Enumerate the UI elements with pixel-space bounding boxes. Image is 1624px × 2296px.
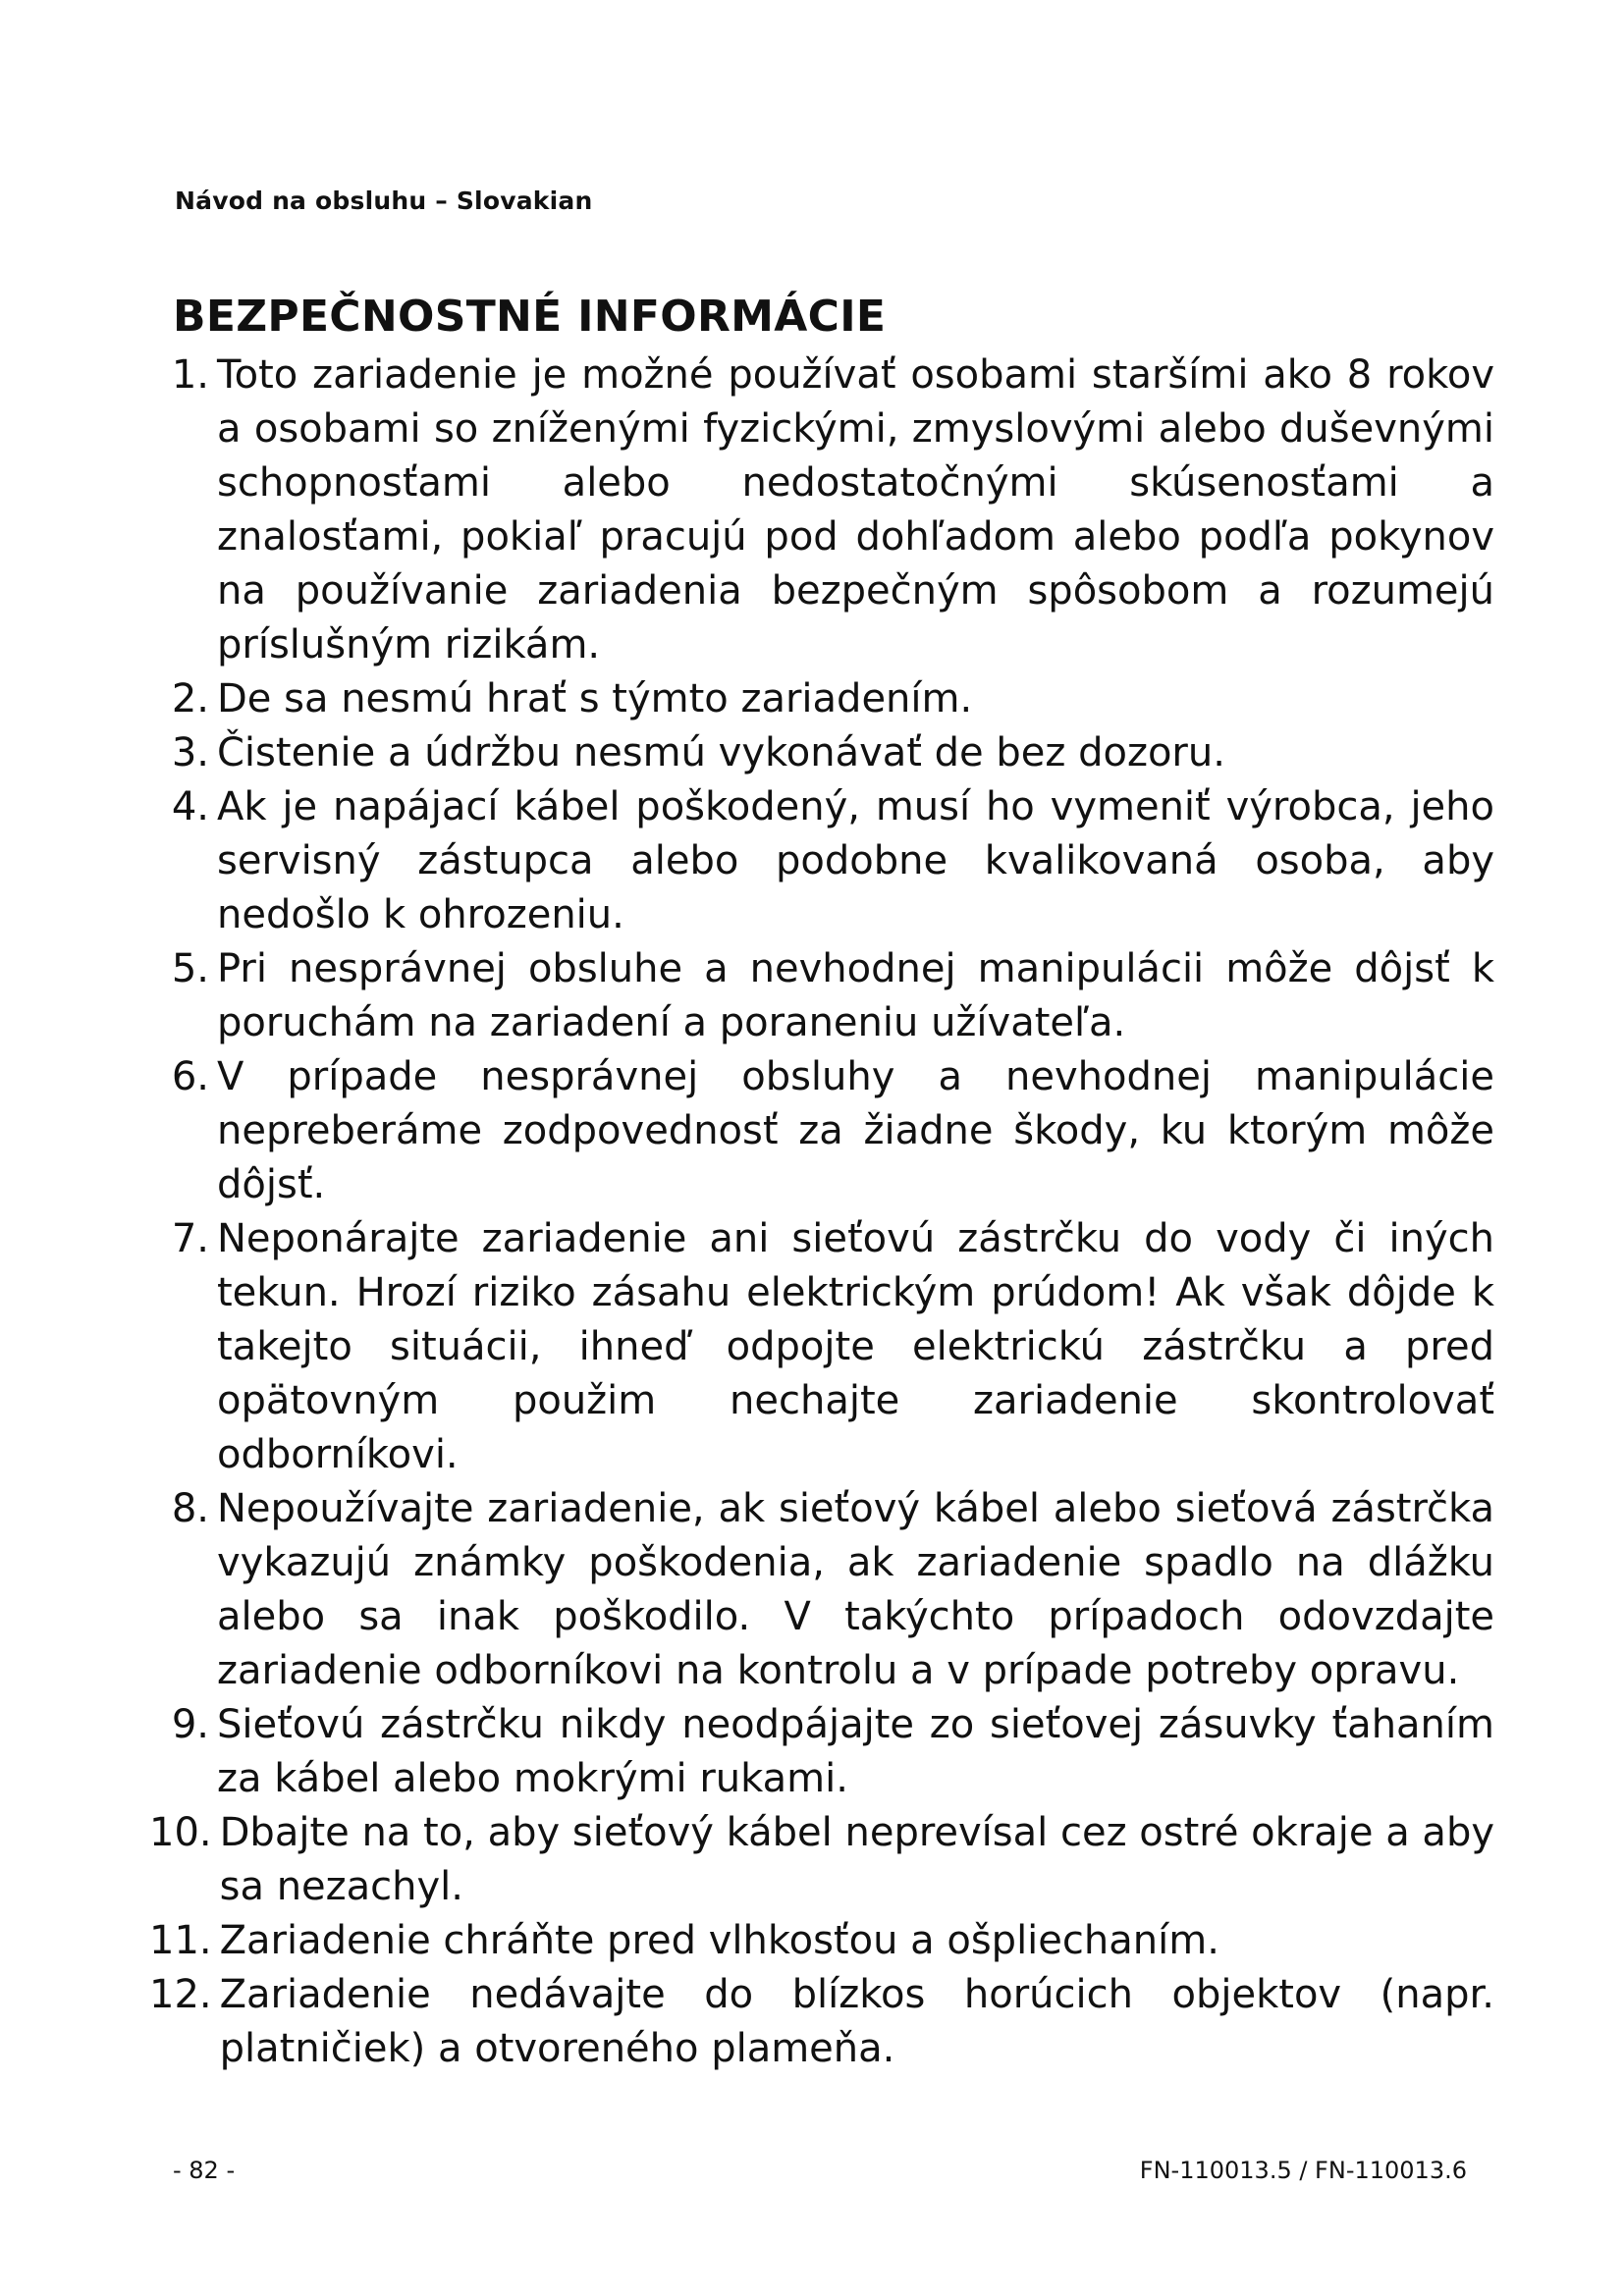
item-number: 3. <box>171 730 209 775</box>
section-title: BEZPEČNOSTNÉ INFORMÁCIE <box>173 292 887 342</box>
item-number: 7. <box>171 1216 209 1261</box>
item-number: 1. <box>171 352 209 398</box>
list-item <box>149 726 1494 780</box>
item-text: Čistenie a údržbu nesmú vykonávať de bez dozoru. <box>217 730 1225 775</box>
item-text: Pri nesprávnej obsluhe a nevhodnej manipulácii môže dôjsť k poruchám na zariadení a poraneniu užívateľa. <box>217 946 1494 1045</box>
item-text: Ak je napájací kábel poškodený, musí ho vymeniť výrobca, jeho servisný zástupca alebo podobne kvalikovaná osoba, aby nedošlo k ohrozeniu. <box>217 784 1494 937</box>
list-item <box>149 1482 1494 1698</box>
list-item <box>149 1212 1494 1482</box>
item-text: Zariadenie nedávajte do blízkos horúcich objektov (napr. platničiek) a otvoreného plameňa. <box>219 1972 1494 2071</box>
item-number: 5. <box>171 946 209 991</box>
item-text: V prípade nesprávnej obsluhy a nevhodnej manipulácie nepreberáme zodpovednosť za žiadne škody, ku ktorým môže dôjsť. <box>217 1054 1494 1207</box>
model-number: FN-110013.5 / FN-110013.6 <box>1139 2157 1467 2184</box>
item-text: Zariadenie chráňte pred vlhkosťou a ošpliechaním. <box>219 1918 1219 1963</box>
page-header: Návod na obsluhu – Slovakian <box>175 187 593 215</box>
list-item <box>149 780 1494 942</box>
item-number: 4. <box>171 784 209 829</box>
list-item <box>149 1806 1494 1914</box>
item-text: Nepoužívajte zariadenie, ak sieťový kábel alebo sieťová zástrčka vykazujú známky poškodenia, ak zariadenie spadlo na dlážku alebo sa inak poškodilo. V takýchto prípadoch odovzdajte zariadenie odborníkovi na kontrolu a v prípade potreby opravu. <box>217 1486 1494 1693</box>
item-number: 2. <box>171 676 209 721</box>
item-text: De sa nesmú hrať s týmto zariadením. <box>217 676 973 721</box>
list-item <box>149 1698 1494 1806</box>
item-text: Neponárajte zariadenie ani sieťovú zástrčku do vody či iných tekun. Hrozí riziko zásahu elektrickým prúdom! Ak však dôjde k takejto situácii, ihneď odpojte elektrickú zástrčku a pred opätovným použim nechajte zariadenie skontrolovať odborníkovi. <box>217 1216 1494 1477</box>
item-number: 6. <box>171 1054 209 1099</box>
item-text: Sieťovú zástrčku nikdy neodpájajte zo sieťovej zásuvky ťahaním za kábel alebo mokrými rukami. <box>217 1702 1494 1801</box>
list-item <box>149 1914 1494 1968</box>
item-text: Dbajte na to, aby sieťový kábel neprevísal cez ostré okraje a aby sa nezachyl. <box>219 1810 1495 1909</box>
item-number: 12. <box>149 1972 212 2017</box>
item-number: 9. <box>171 1702 209 1747</box>
list-item <box>149 942 1494 1050</box>
list-item <box>149 348 1494 672</box>
item-number: 8. <box>171 1486 209 1531</box>
page-number: - 82 - <box>173 2157 236 2184</box>
list-item <box>149 1968 1494 2076</box>
list-item <box>149 1050 1494 1212</box>
item-text: Toto zariadenie je možné používať osobami staršími ako 8 rokov a osobami so zníženými fyzickými, zmyslovými alebo duševnými schopnosťami alebo nedostatočnými skúsenosťami a znalosťami, pokiaľ pracujú pod dohľadom alebo podľa pokynov na používanie zariadenia bezpečným spôsobom a rozumejú príslušným rizikám. <box>217 352 1494 667</box>
item-number: 10. <box>149 1810 212 1855</box>
safety-list <box>149 348 1494 2076</box>
item-number: 11. <box>149 1918 212 1963</box>
list-item <box>149 672 1494 726</box>
